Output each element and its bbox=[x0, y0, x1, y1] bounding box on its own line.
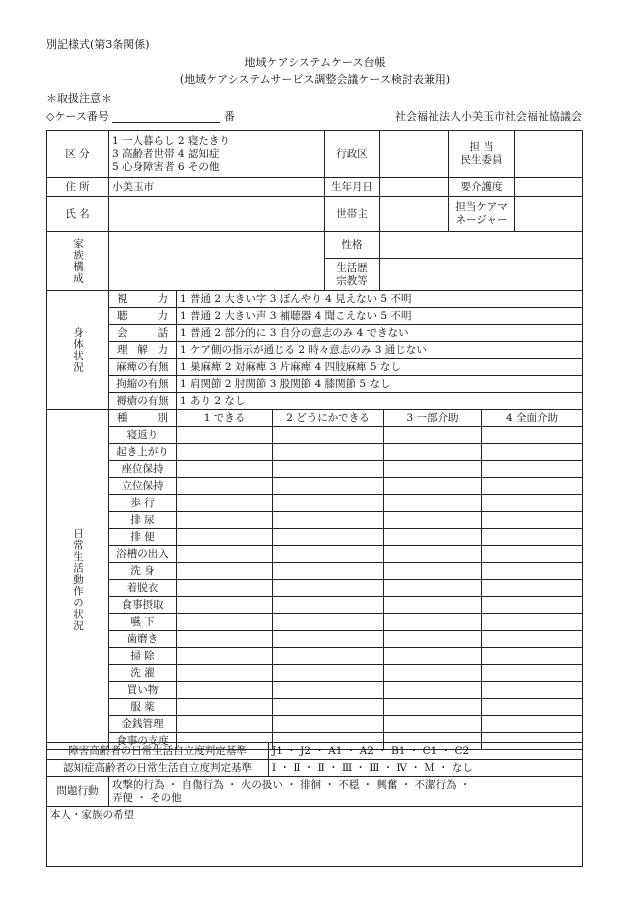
adl-item-label: 浴槽の出入 bbox=[109, 546, 177, 563]
welfare-commissioner-label bbox=[449, 131, 515, 178]
adl-level-cell[interactable] bbox=[384, 648, 482, 665]
adl-level-cell[interactable] bbox=[384, 614, 482, 631]
adl-level-cell[interactable] bbox=[273, 682, 384, 699]
adl-level-cell[interactable] bbox=[177, 478, 273, 495]
physical-item-options[interactable]: 1 肩関節 2 肘関節 3 股関節 4 膝関節 5 なし bbox=[177, 376, 583, 393]
physical-item-options[interactable]: 1 巣麻痺 2 対麻痺 3 片麻痺 4 四肢麻痺 5 なし bbox=[177, 359, 583, 376]
adl-level-cell[interactable] bbox=[482, 546, 583, 563]
welfare-label-line: 民生委員 bbox=[460, 154, 503, 166]
adl-level-header: 4 全面介助 bbox=[482, 410, 583, 427]
adl-level-cell[interactable] bbox=[384, 478, 482, 495]
caution-label: ＊取扱注意＊ bbox=[46, 92, 112, 105]
adl-item-label: 嚥 下 bbox=[109, 614, 177, 631]
adl-level-cell[interactable] bbox=[482, 597, 583, 614]
category-option-line: 3 高齢者世帯 4 認知症 bbox=[112, 147, 220, 160]
hopes-label: 本人・家族の希望 bbox=[50, 809, 134, 821]
adl-level-cell[interactable] bbox=[482, 512, 583, 529]
adl-level-header: 2 どうにかできる bbox=[273, 410, 384, 427]
behavior-label: 問題行動 bbox=[47, 777, 109, 807]
form-title: 地域ケアシステムケース台帳 bbox=[244, 56, 386, 69]
birthdate-field[interactable] bbox=[380, 178, 449, 197]
adl-level-cell[interactable] bbox=[273, 648, 384, 665]
adl-table bbox=[46, 409, 583, 750]
physical-item-label: 視 力 bbox=[109, 291, 177, 308]
adl-level-cell[interactable] bbox=[384, 495, 482, 512]
case-number bbox=[46, 110, 235, 123]
adl-level-cell[interactable] bbox=[177, 512, 273, 529]
category-label: 区 分 bbox=[47, 131, 109, 178]
adl-level-cell[interactable] bbox=[482, 682, 583, 699]
physical-item-label: 拘縮の有無 bbox=[109, 376, 177, 393]
householder-label: 世帯主 bbox=[325, 197, 380, 232]
adl-level-cell[interactable] bbox=[482, 444, 583, 461]
birthdate-label: 生年月日 bbox=[325, 178, 380, 197]
adl-item-label: 立位保持 bbox=[109, 478, 177, 495]
adl-level-cell[interactable] bbox=[177, 546, 273, 563]
physical-item-options[interactable]: 1 普通 2 大きい字 3 ぼんやり 4 見えない 5 不明 bbox=[177, 291, 583, 308]
dementia-independence-options[interactable]: Ⅰ ・ Ⅱ ・ Ⅱ ・ Ⅲ ・ Ⅲ ・ Ⅳ ・ Ｍ ・ なし bbox=[269, 760, 583, 777]
adl-level-cell[interactable] bbox=[177, 597, 273, 614]
life-history-field[interactable] bbox=[380, 259, 583, 291]
adl-level-cell[interactable] bbox=[384, 444, 482, 461]
physical-item-label: 麻痺の有無 bbox=[109, 359, 177, 376]
adl-level-cell[interactable] bbox=[384, 631, 482, 648]
adl-level-cell[interactable] bbox=[177, 427, 273, 444]
adl-level-cell[interactable] bbox=[273, 580, 384, 597]
physical-item-options[interactable]: 1 普通 2 大きい声 3 補聴器 4 聞こえない 5 不明 bbox=[177, 308, 583, 325]
adl-level-header: 3 一部介助 bbox=[384, 410, 482, 427]
case-number-suffix: 番 bbox=[223, 110, 235, 123]
adl-level-cell[interactable] bbox=[177, 563, 273, 580]
adl-level-cell[interactable] bbox=[177, 529, 273, 546]
address-label: 住 所 bbox=[47, 178, 109, 197]
hopes-field[interactable] bbox=[47, 807, 583, 867]
case-number-field[interactable] bbox=[112, 111, 220, 123]
family-structure-field[interactable] bbox=[109, 232, 325, 291]
behavior-options-line: 弄便 ・ その他 bbox=[112, 791, 182, 804]
care-level-label: 要介護度 bbox=[449, 178, 515, 197]
adl-level-cell[interactable] bbox=[177, 444, 273, 461]
adl-section-label: 日常生活動作の状況 bbox=[47, 410, 109, 750]
category-options[interactable] bbox=[109, 131, 325, 178]
personality-field[interactable] bbox=[380, 232, 583, 259]
dementia-independence-label: 認知症高齢者の日常生活自立度判定基準 bbox=[47, 760, 269, 777]
adl-level-cell[interactable] bbox=[384, 580, 482, 597]
adl-item-label: 買い物 bbox=[109, 682, 177, 699]
form-reference: 別記様式(第3条関係) bbox=[46, 38, 150, 51]
adl-level-cell[interactable] bbox=[273, 461, 384, 478]
adl-level-cell[interactable] bbox=[273, 614, 384, 631]
life-history-label bbox=[325, 259, 380, 291]
adl-level-cell[interactable] bbox=[177, 682, 273, 699]
adl-level-cell[interactable] bbox=[384, 665, 482, 682]
physical-item-options[interactable]: 1 ケア側の指示が通じる 2 時々意志のみ 3 通じない bbox=[177, 342, 583, 359]
basic-info-table bbox=[46, 130, 583, 291]
adl-level-cell[interactable] bbox=[177, 716, 273, 733]
assessment-table bbox=[46, 742, 583, 867]
physical-item-label: 褥瘡の有無 bbox=[109, 393, 177, 410]
personality-label: 性格 bbox=[325, 232, 380, 259]
physical-item-options[interactable]: 1 普通 2 部分的に 3 自分の意志のみ 4 できない bbox=[177, 325, 583, 342]
adl-item-label: 起き上がり bbox=[109, 444, 177, 461]
category-option-line: 1 一人暮らし 2 寝たきり bbox=[112, 134, 230, 147]
adl-level-cell[interactable] bbox=[482, 563, 583, 580]
adl-item-label: 座位保持 bbox=[109, 461, 177, 478]
care-manager-field[interactable] bbox=[515, 197, 583, 232]
adl-level-cell[interactable] bbox=[177, 495, 273, 512]
address-field[interactable]: 小美玉市 bbox=[109, 178, 325, 197]
adl-level-cell[interactable] bbox=[177, 648, 273, 665]
householder-field[interactable] bbox=[380, 197, 449, 232]
care-manager-label-line: ネージャー bbox=[455, 214, 508, 226]
physical-item-label: 聴 力 bbox=[109, 308, 177, 325]
form-subtitle: (地域ケアシステムサービス調整会議ケース検討表兼用) bbox=[179, 73, 451, 86]
adl-level-cell[interactable] bbox=[482, 665, 583, 682]
behavior-options[interactable] bbox=[109, 777, 583, 807]
adl-level-cell[interactable] bbox=[482, 495, 583, 512]
adl-level-cell[interactable] bbox=[482, 631, 583, 648]
adl-item-label: 洗 濯 bbox=[109, 665, 177, 682]
adl-level-cell[interactable] bbox=[384, 699, 482, 716]
adl-level-cell[interactable] bbox=[273, 716, 384, 733]
adl-level-cell[interactable] bbox=[482, 716, 583, 733]
adl-level-cell[interactable] bbox=[273, 529, 384, 546]
adl-item-label: 服 薬 bbox=[109, 699, 177, 716]
physical-item-label: 会 話 bbox=[109, 325, 177, 342]
adl-level-cell[interactable] bbox=[177, 699, 273, 716]
adl-item-label: 排 尿 bbox=[109, 512, 177, 529]
adl-level-cell[interactable] bbox=[273, 631, 384, 648]
adl-level-cell[interactable] bbox=[177, 580, 273, 597]
adl-item-label: 食事の支度 bbox=[109, 733, 177, 750]
care-manager-label bbox=[449, 197, 515, 232]
adl-level-cell[interactable] bbox=[482, 648, 583, 665]
adl-level-cell[interactable] bbox=[384, 512, 482, 529]
adl-level-cell[interactable] bbox=[273, 427, 384, 444]
adl-level-cell[interactable] bbox=[384, 597, 482, 614]
case-number-label: ◇ケース番号 bbox=[46, 110, 109, 123]
welfare-commissioner-field[interactable] bbox=[515, 131, 583, 178]
behavior-options-line: 攻撃的行為 ・ 自傷行為 ・ 火の扱い ・ 徘徊 ・ 不穏 ・ 興奮 ・ 不潔行為 ・ bbox=[112, 778, 471, 791]
life-history-label-line: 宗教等 bbox=[336, 274, 368, 287]
physical-item-options[interactable]: 1 あり 2 なし bbox=[177, 393, 583, 410]
adl-item-label: 歩 行 bbox=[109, 495, 177, 512]
adl-item-label: 洗 身 bbox=[109, 563, 177, 580]
adl-level-cell[interactable] bbox=[273, 478, 384, 495]
adl-level-cell[interactable] bbox=[482, 461, 583, 478]
adl-level-cell[interactable] bbox=[384, 461, 482, 478]
adl-level-cell[interactable] bbox=[384, 529, 482, 546]
adl-level-cell[interactable] bbox=[384, 563, 482, 580]
adl-level-cell[interactable] bbox=[273, 563, 384, 580]
name-label: 氏 名 bbox=[47, 197, 109, 232]
name-field[interactable] bbox=[109, 197, 325, 232]
adl-level-cell[interactable] bbox=[384, 716, 482, 733]
district-field[interactable] bbox=[380, 131, 449, 178]
adl-level-cell[interactable] bbox=[273, 665, 384, 682]
district-label: 行政区 bbox=[325, 131, 380, 178]
disabled-independence-options[interactable]: J1 ・ J2 ・ A1 ・ A2 ・ B1 ・ C1 ・ C2 bbox=[269, 743, 583, 760]
organization-name: 社会福祉法人小美玉市社会福祉協議会 bbox=[395, 110, 582, 123]
adl-level-cell[interactable] bbox=[482, 478, 583, 495]
adl-item-label: 歯磨き bbox=[109, 631, 177, 648]
family-structure-label: 家族構成 bbox=[47, 232, 109, 291]
adl-level-cell[interactable] bbox=[273, 512, 384, 529]
adl-item-label: 寝返り bbox=[109, 427, 177, 444]
physical-section-label: 身体状況 bbox=[47, 291, 109, 410]
care-manager-label-line: 担当ケアマ bbox=[455, 201, 508, 213]
adl-level-cell[interactable] bbox=[384, 546, 482, 563]
adl-level-cell[interactable] bbox=[384, 682, 482, 699]
physical-condition-table bbox=[46, 290, 583, 410]
adl-level-cell[interactable] bbox=[273, 546, 384, 563]
adl-level-cell[interactable] bbox=[177, 461, 273, 478]
welfare-label-line: 担 当 bbox=[469, 141, 494, 153]
adl-level-cell[interactable] bbox=[384, 427, 482, 444]
adl-level-cell[interactable] bbox=[482, 699, 583, 716]
adl-item-label: 金銭管理 bbox=[109, 716, 177, 733]
adl-level-cell[interactable] bbox=[177, 665, 273, 682]
adl-level-cell[interactable] bbox=[273, 444, 384, 461]
adl-level-cell[interactable] bbox=[482, 580, 583, 597]
adl-item-label: 着脱衣 bbox=[109, 580, 177, 597]
category-option-line: 5 心身障害者 6 その他 bbox=[112, 160, 220, 173]
adl-level-cell[interactable] bbox=[177, 631, 273, 648]
adl-level-header: 1 できる bbox=[177, 410, 273, 427]
adl-level-cell[interactable] bbox=[482, 427, 583, 444]
adl-item-label: 掃 除 bbox=[109, 648, 177, 665]
adl-level-cell[interactable] bbox=[177, 614, 273, 631]
adl-level-cell[interactable] bbox=[273, 597, 384, 614]
disabled-independence-label: 障害高齢者の日常生活自立度判定基準 bbox=[47, 743, 269, 760]
adl-item-label: 食事摂取 bbox=[109, 597, 177, 614]
care-level-field[interactable] bbox=[515, 178, 583, 197]
adl-level-cell[interactable] bbox=[273, 495, 384, 512]
physical-item-label: 理解力 bbox=[109, 342, 177, 359]
adl-level-cell[interactable] bbox=[482, 614, 583, 631]
adl-level-cell[interactable] bbox=[273, 699, 384, 716]
adl-item-label: 排 便 bbox=[109, 529, 177, 546]
adl-header-label: 種 別 bbox=[109, 410, 177, 427]
life-history-label-line: 生活歴 bbox=[336, 261, 368, 274]
adl-level-cell[interactable] bbox=[482, 529, 583, 546]
